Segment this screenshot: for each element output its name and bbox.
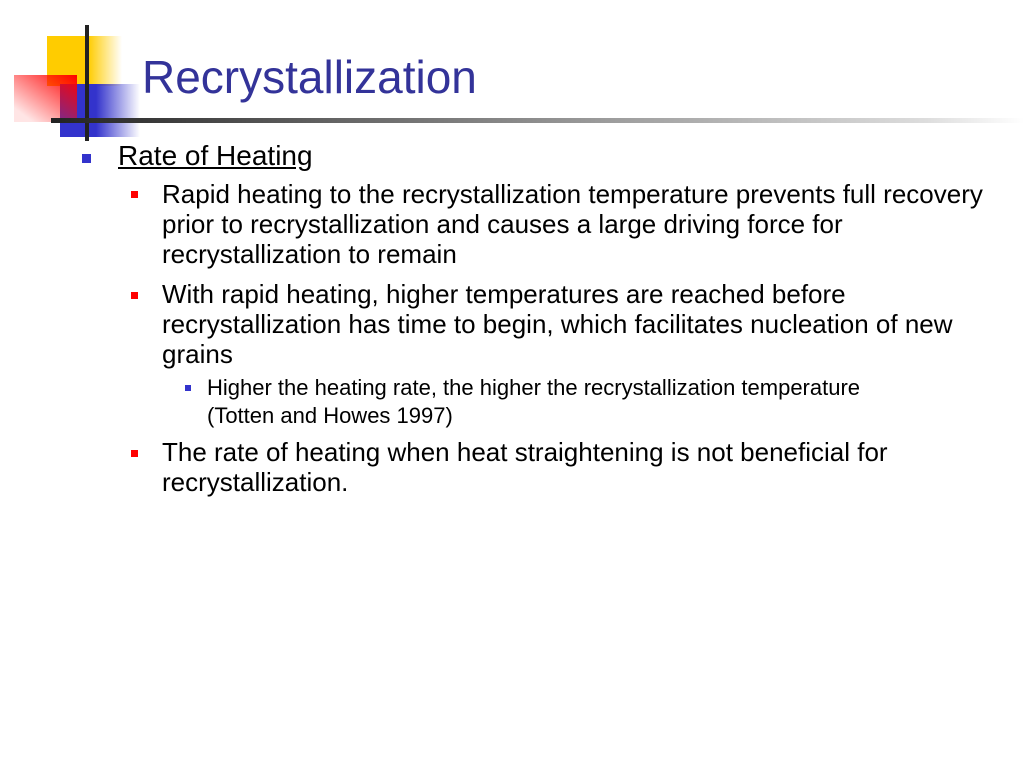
bullet-icon: [185, 385, 191, 391]
bullet-icon: [82, 154, 91, 163]
bullet-text: Rapid heating to the recrystallization temperature prevents full recovery prior to recrystallization and causes a large driving force for recrystallization to remain: [162, 179, 983, 269]
slide-title: Recrystallization: [142, 51, 477, 103]
bullet-icon: [131, 191, 138, 198]
heading-rate-of-heating: Rate of Heating: [118, 140, 313, 171]
bullet-text: With rapid heating, higher temperatures are reached before recrystallization has time to begin, which facilitates nucleation of new grains: [162, 279, 953, 369]
bullet-text: The rate of heating when heat straightening is not beneficial for recrystallization.: [162, 437, 888, 497]
sub-bullet-text: Higher the heating rate, the higher the recrystallization temperature (Totten and Howes 1997): [207, 375, 861, 428]
logo-red-square: [14, 75, 77, 122]
bullet-icon: [131, 292, 138, 299]
bullet-icon: [131, 450, 138, 457]
logo-vertical-line: [85, 25, 89, 141]
title-underline-bar: [51, 118, 1024, 123]
